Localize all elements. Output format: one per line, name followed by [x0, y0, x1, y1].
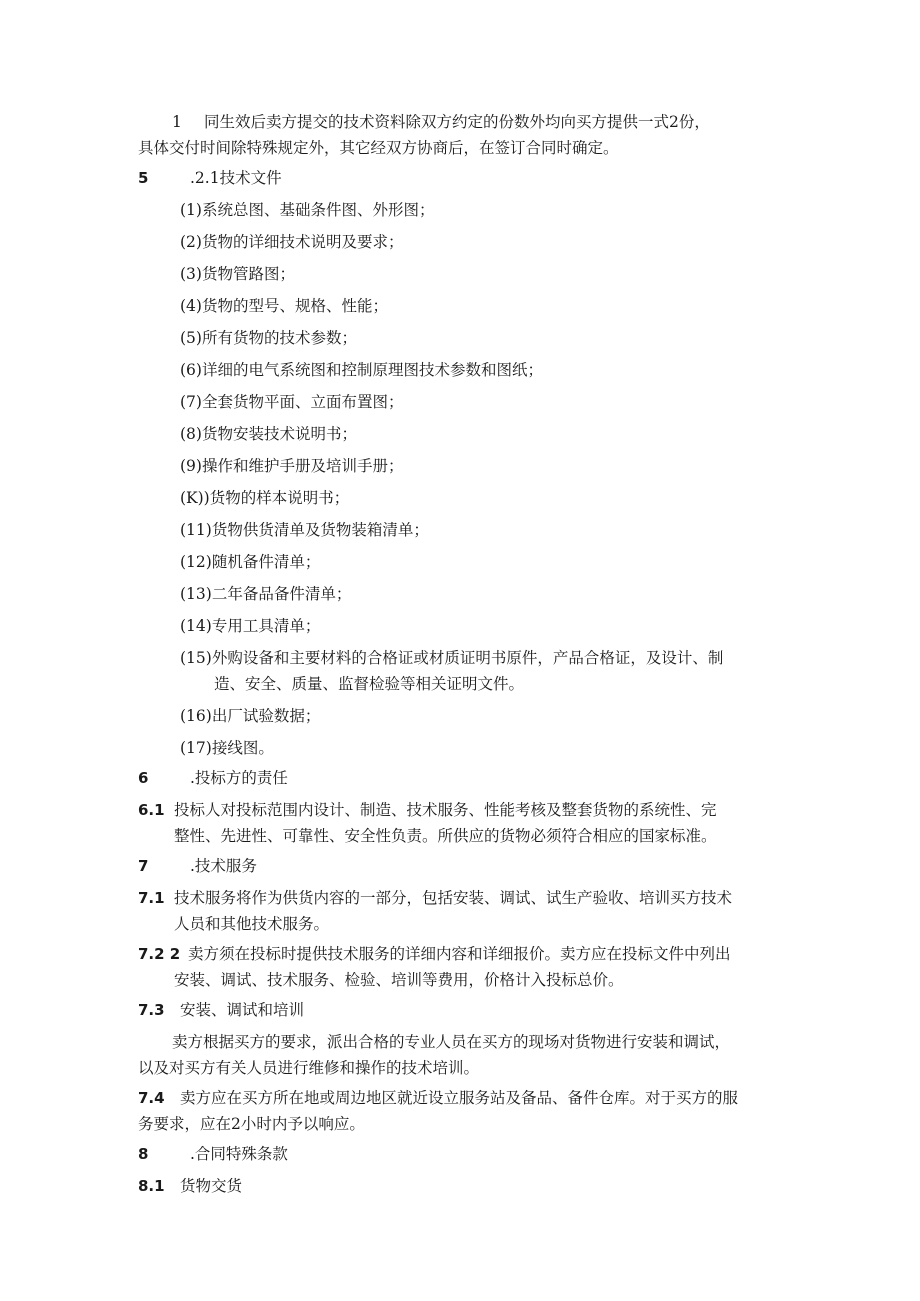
- list-item: (17)接线图。: [180, 739, 274, 757]
- subsection-number: 7.2 2: [138, 945, 181, 963]
- subsection-number: 6.1: [138, 801, 165, 819]
- section-title: .合同特殊条款: [190, 1145, 288, 1163]
- subsection-title: 安装、调试和培训: [180, 1001, 305, 1019]
- section-title: .2.1技术文件: [190, 169, 282, 187]
- list-item: (7)全套货物平面、立面布置图；: [180, 393, 404, 411]
- list-item: (12)随机备件清单；: [180, 553, 321, 571]
- section-number: 5: [138, 169, 149, 187]
- subsection-title: 货物交货: [180, 1177, 243, 1195]
- paragraph-line: 整性、先进性、可靠性、安全性负责。所供应的货物必须符合相应的国家标准。: [174, 827, 717, 845]
- paragraph-line: 以及对买方有关人员进行维修和操作的技术培训。: [138, 1059, 480, 1077]
- paragraph-line: 卖方根据买方的要求，派出合格的专业人员在买方的现场对货物进行安装和调试，: [172, 1033, 731, 1051]
- subsection-number: 7.3: [138, 1001, 165, 1019]
- list-item: (14)专用工具清单；: [180, 617, 321, 635]
- paragraph-line: 卖方应在买方所在地或周边地区就近设立服务站及备品、备件仓库。对于买方的服: [180, 1089, 739, 1107]
- list-item: (8)货物安装技术说明书；: [180, 425, 357, 443]
- list-item: (4)货物的型号、规格、性能；: [180, 297, 388, 315]
- section-number: 7: [138, 857, 149, 875]
- list-item: (16)出厂试验数据；: [180, 707, 321, 725]
- list-item: (9)操作和维护手册及培训手册；: [180, 457, 404, 475]
- section-number: 6: [138, 769, 149, 787]
- list-item: (K))货物的样本说明书；: [180, 489, 350, 507]
- list-item: (6)详细的电气系统图和控制原理图技术参数和图纸；: [180, 361, 543, 379]
- list-item: (13)二年备品备件清单；: [180, 585, 352, 603]
- section-title: .投标方的责任: [190, 769, 288, 787]
- paragraph-line: 具体交付时间除特殊规定外，其它经双方协商后，在签订合同时确定。: [138, 139, 619, 157]
- paragraph-line: 卖方须在投标时提供技术服务的详细内容和详细报价。卖方应在投标文件中列出: [188, 945, 731, 963]
- section-number: 8: [138, 1145, 149, 1163]
- paragraph-line: 安装、调试、技术服务、检验、培训等费用，价格计入投标总价。: [174, 971, 624, 989]
- paragraph-line: 务要求，应在2小时内予以响应。: [138, 1115, 365, 1133]
- section-title: .技术服务: [190, 857, 257, 875]
- subsection-number: 7.4: [138, 1089, 165, 1107]
- list-item: (11)货物供货清单及货物装箱清单；: [180, 521, 429, 539]
- paragraph-line: 投标人对投标范围内设计、制造、技术服务、性能考核及整套货物的系统性、完: [174, 801, 717, 819]
- paragraph-line: 同生效后卖方提交的技术资料除双方约定的份数外均向买方提供一式2份，: [204, 113, 710, 131]
- para-number: 1: [172, 113, 182, 131]
- paragraph-line: 人员和其他技术服务。: [174, 915, 330, 933]
- list-item: (2)货物的详细技术说明及要求；: [180, 233, 404, 251]
- list-item: (1)系统总图、基础条件图、外形图；: [180, 201, 435, 219]
- list-item: (3)货物管路图；: [180, 265, 295, 283]
- list-item-continuation: 造、安全、质量、监督检验等相关证明文件。: [214, 675, 525, 693]
- list-item: (15)外购设备和主要材料的合格证或材质证明书原件，产品合格证，及设计、制: [180, 649, 724, 667]
- subsection-number: 8.1: [138, 1177, 165, 1195]
- paragraph-line: 技术服务将作为供货内容的一部分，包括安装、调试、试生产验收、培训买方技术: [174, 889, 733, 907]
- list-item: (5)所有货物的技术参数；: [180, 329, 357, 347]
- subsection-number: 7.1: [138, 889, 165, 907]
